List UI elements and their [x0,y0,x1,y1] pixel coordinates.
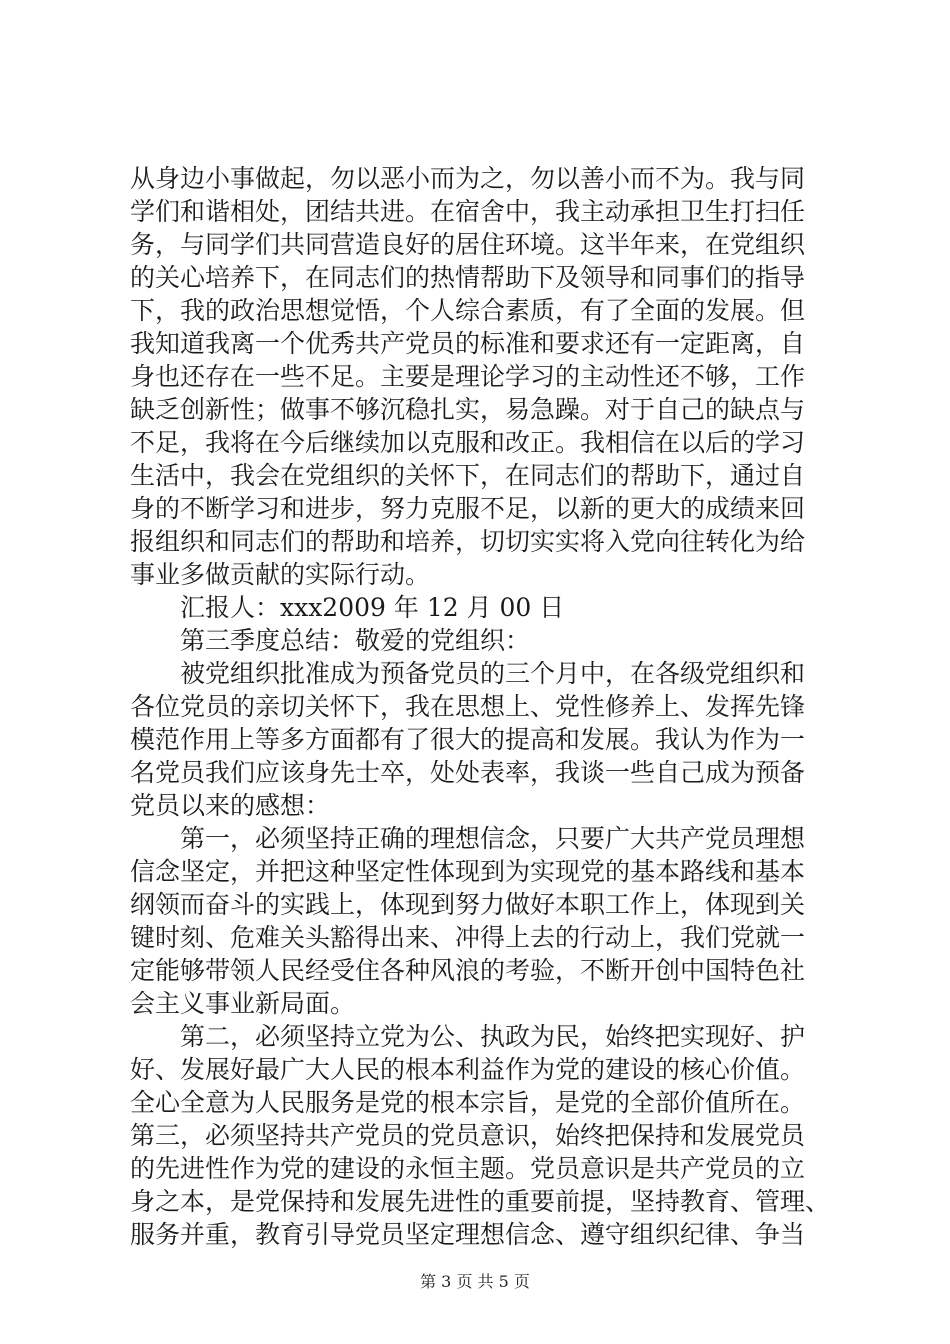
text-line: 的关心培养下，在同志们的热情帮助下及领导和同事们的指导 [130,263,806,292]
text-line: 学们和谐相处，团结共进。在宿舍中，我主动承担卫生打扫任 [130,197,806,226]
text-line: 第三，必须坚持共产党员的党员意识，始终把保持和发展党员 [130,1121,806,1150]
text-line: 第二，必须坚持立党为公、执政为民，始终把实现好、护 [180,1022,806,1051]
text-line: 会主义事业新局面。 [130,989,356,1018]
text-line: 服务并重，教育引导党员坚定理想信念、遵守组织纪律、争当 [130,1220,806,1249]
text-line: 不足，我将在今后继续加以克服和改正。我相信在以后的学习 [130,428,806,457]
document-body [130,162,830,1251]
text-line: 党员以来的感想： [130,791,331,820]
page-footer [0,1272,950,1292]
text-line: 务，与同学们共同营造良好的居住环境。这半年来，在党组织 [130,230,806,259]
text-line: 全心全意为人民服务是党的根本宗旨，是党的全部价值所在。 [130,1088,806,1117]
text-line: 模范作用上等多方面都有了很大的提高和发展。我认为作为一 [130,725,806,754]
text-line: 信念坚定，并把这种坚定性体现到为实现党的基本路线和基本 [130,857,806,886]
text-line: 生活中，我会在党组织的关怀下，在同志们的帮助下，通过自 [130,461,806,490]
text-line: 从身边小事做起，勿以恶小而为之，勿以善小而不为。我与同 [130,164,806,193]
text-line: 身也还存在一些不足。主要是理论学习的主动性还不够，工作 [130,362,806,391]
text-line: 第一，必须坚持正确的理想信念，只要广大共产党员理想 [180,824,806,853]
text-line: 各位党员的亲切关怀下，我在思想上、党性修养上、发挥先锋 [130,692,806,721]
text-line: 好、发展好最广大人民的根本利益作为党的建设的核心价值。 [130,1055,806,1084]
text-line: 身之本，是党保持和发展先进性的重要前提，坚持教育、管理、 [130,1187,831,1216]
text-line: 名党员我们应该身先士卒，处处表率，我谈一些自己成为预备 [130,758,806,787]
text-line: 定能够带领人民经受住各种风浪的考验，不断开创中国特色社 [130,956,806,985]
reporter-signature: 汇报人：xxx2009 年 12 月 00 日 [180,593,565,622]
text-line: 纲领而奋斗的实践上，体现到努力做好本职工作上，体现到关 [130,890,806,919]
text-line: 下，我的政治思想觉悟，个人综合素质，有了全面的发展。但 [130,296,806,325]
page-number-label: 第 3 页 共 5 页 [420,1272,530,1291]
section-heading: 第三季度总结：敬爱的党组织： [180,626,531,655]
text-line: 缺乏创新性；做事不够沉稳扎实，易急躁。对于自己的缺点与 [130,395,806,424]
text-line: 我知道我离一个优秀共产党员的标准和要求还有一定距离，自 [130,329,806,358]
text-line: 事业多做贡献的实际行动。 [130,560,431,589]
text-line: 的先进性作为党的建设的永恒主题。党员意识是共产党员的立 [130,1154,806,1183]
text-line: 被党组织批准成为预备党员的三个月中，在各级党组织和 [180,659,806,688]
text-line: 键时刻、危难关头豁得出来、冲得上去的行动上，我们党就一 [130,923,806,952]
text-line: 报组织和同志们的帮助和培养，切切实实将入党向往转化为给 [130,527,806,556]
text-line: 身的不断学习和进步，努力克服不足，以新的更大的成绩来回 [130,494,806,523]
